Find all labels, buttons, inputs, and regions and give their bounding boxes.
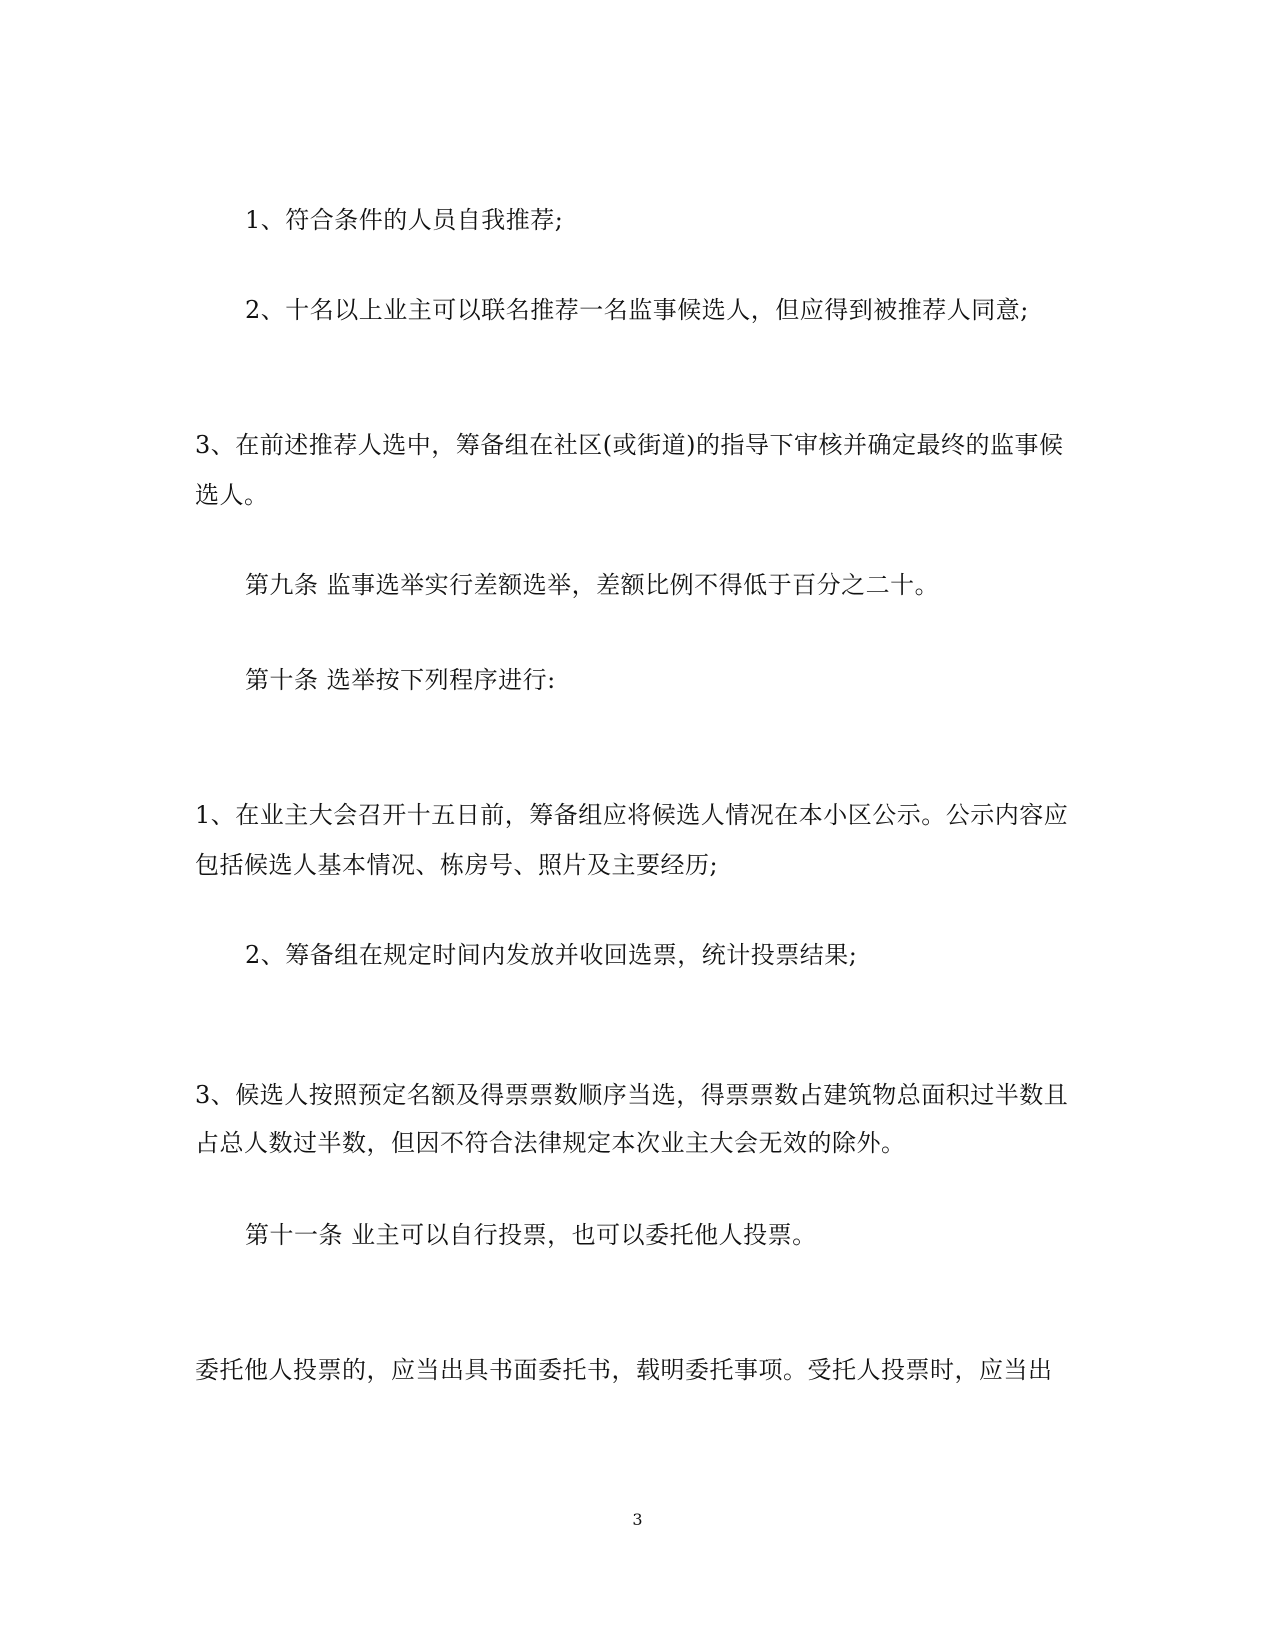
article-9: 第九条 监事选举实行差额选举，差额比例不得低于百分之二十。 (245, 571, 940, 599)
paragraph-item-1-self-recommendation: 1、符合条件的人员自我推荐; (245, 206, 564, 234)
procedure-item-1-line-2: 包括候选人基本情况、栋房号、照片及主要经历; (195, 851, 719, 879)
procedure-item-2: 2、筹备组在规定时间内发放并收回选票，统计投票结果; (245, 941, 858, 969)
proxy-voting-paragraph: 委托他人投票的，应当出具书面委托书，载明委托事项。受托人投票时，应当出 (195, 1356, 1053, 1384)
article-10: 第十条 选举按下列程序进行: (245, 666, 556, 694)
procedure-item-3-line-2: 占总人数过半数，但因不符合法律规定本次业主大会无效的除外。 (195, 1129, 906, 1157)
article-11: 第十一条 业主可以自行投票，也可以委托他人投票。 (245, 1221, 817, 1249)
page-number: 3 (632, 1510, 643, 1529)
paragraph-item-3-review-line-1: 3、在前述推荐人选中，筹备组在社区(或街道)的指导下审核并确定最终的监事候 (195, 431, 1064, 459)
paragraph-item-2-joint-recommendation: 2、十名以上业主可以联名推荐一名监事候选人，但应得到被推荐人同意; (245, 296, 1029, 324)
procedure-item-1-line-1: 1、在业主大会召开十五日前，筹备组应将候选人情况在本小区公示。公示内容应 (195, 801, 1069, 829)
paragraph-item-3-review-line-2: 选人。 (195, 481, 269, 509)
procedure-item-3-line-1: 3、候选人按照预定名额及得票票数顺序当选，得票票数占建筑物总面积过半数且 (195, 1081, 1069, 1109)
